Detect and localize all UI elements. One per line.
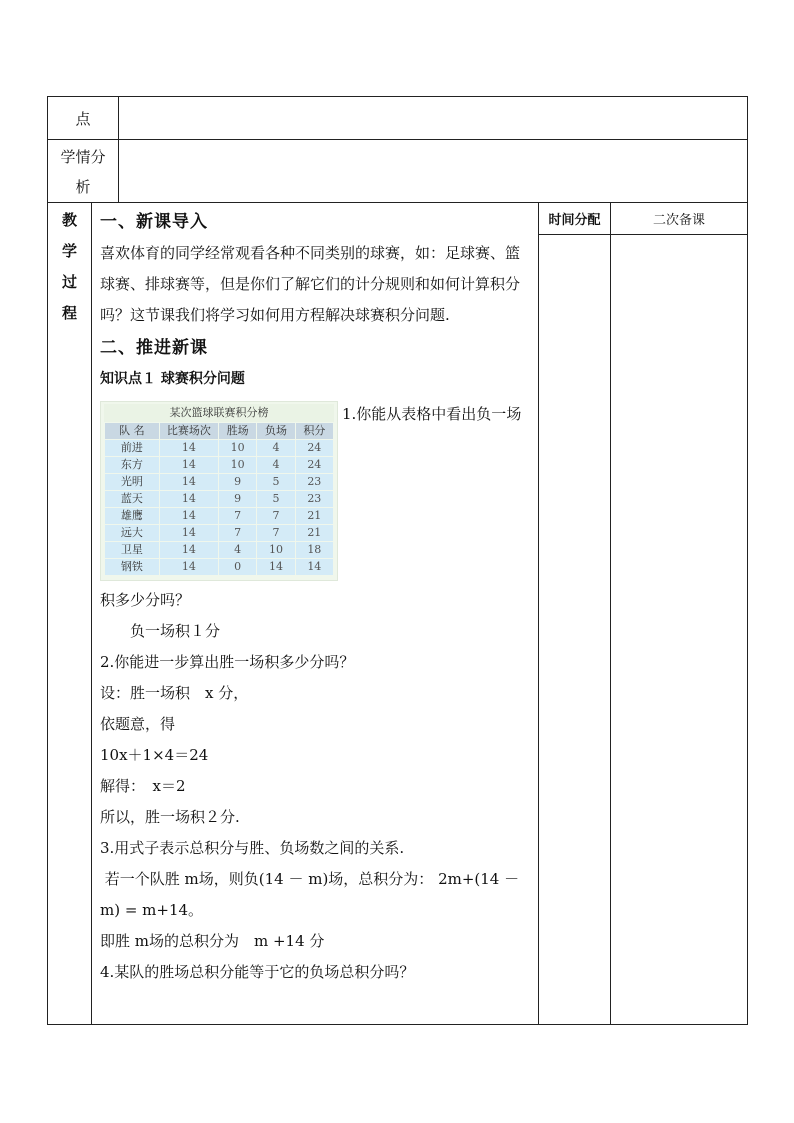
stat-cell: 9 xyxy=(219,491,256,507)
solution-by: 依题意，得 xyxy=(100,715,176,733)
col-header: 队 名 xyxy=(105,423,159,439)
question-4: 4.某队的胜场总积分能等于它的负场总积分吗？ xyxy=(100,963,415,981)
team-name-cell: 雄鹰 xyxy=(105,508,159,524)
team-name-cell: 前进 xyxy=(105,440,159,456)
team-name-cell: 卫星 xyxy=(105,542,159,558)
stat-cell: 14 xyxy=(160,525,218,541)
stat-cell: 23 xyxy=(296,474,333,490)
stat-cell: 21 xyxy=(296,508,333,524)
question-1-line-a: 1.你能从表格中看出负一场 xyxy=(342,405,522,423)
standings-table xyxy=(104,422,334,576)
stat-cell: 14 xyxy=(160,474,218,490)
answer-3-line2: m) = m+14。 xyxy=(100,901,204,919)
standings-image xyxy=(100,401,338,581)
point-cell xyxy=(119,97,748,140)
solution-equation: 10x＋1×4＝24 xyxy=(100,746,209,764)
solution-solve: 解得： x＝2 xyxy=(100,777,186,795)
standings-row xyxy=(105,542,333,558)
stat-cell: 5 xyxy=(257,491,294,507)
standings-header-row xyxy=(105,423,333,439)
stat-cell: 7 xyxy=(219,525,256,541)
knowledge-point-title: 知识点１ 球赛积分问题 xyxy=(100,371,245,387)
second-prep-cell xyxy=(611,235,748,1025)
standings-title: 某次篮球联赛积分榜 xyxy=(104,404,334,422)
solution-set: 设：胜一场积 x 分， xyxy=(100,684,249,702)
team-name-cell: 钢铁 xyxy=(105,559,159,575)
analysis-label-line2: 析 xyxy=(75,178,91,196)
lesson-plan-table xyxy=(47,96,748,1025)
team-name-cell: 光明 xyxy=(105,474,159,490)
stat-cell: 14 xyxy=(160,542,218,558)
process-label-char: 教 xyxy=(61,211,77,229)
stat-cell: 9 xyxy=(219,474,256,490)
point-label: 点 xyxy=(75,109,91,128)
standings-row xyxy=(105,559,333,575)
standings-row xyxy=(105,525,333,541)
stat-cell: 4 xyxy=(219,542,256,558)
time-allocation-header: 时间分配 xyxy=(539,203,611,235)
stat-cell: 4 xyxy=(257,457,294,473)
time-allocation-cell xyxy=(539,235,611,1025)
stat-cell: 14 xyxy=(296,559,333,575)
analysis-cell xyxy=(119,140,748,203)
answer-3-line3: 即胜 m场的总积分为 m +14 分 xyxy=(100,932,325,950)
standings-row xyxy=(105,491,333,507)
row-label-analysis xyxy=(48,140,119,203)
row-label-point xyxy=(48,97,119,140)
stat-cell: 0 xyxy=(219,559,256,575)
stat-cell: 21 xyxy=(296,525,333,541)
second-prep-header: 二次备课 xyxy=(611,203,748,235)
stat-cell: 7 xyxy=(257,525,294,541)
stat-cell: 10 xyxy=(219,457,256,473)
team-name-cell: 东方 xyxy=(105,457,159,473)
col-header: 负场 xyxy=(257,423,294,439)
stat-cell: 24 xyxy=(296,457,333,473)
stat-cell: 14 xyxy=(257,559,294,575)
question-1-line-b: 积多少分吗？ xyxy=(100,591,191,609)
stat-cell: 14 xyxy=(160,559,218,575)
standings-row xyxy=(105,508,333,524)
team-name-cell: 蓝天 xyxy=(105,491,159,507)
section-new-lesson-title: 二、推进新课 xyxy=(100,338,208,358)
stat-cell: 10 xyxy=(257,542,294,558)
answer-3-line1: 若一个队胜 m场，则负(14 － m)场，总积分为： 2m+(14 － xyxy=(100,870,520,888)
analysis-label-line1: 学情分 xyxy=(60,148,106,166)
stat-cell: 14 xyxy=(160,491,218,507)
col-header: 积分 xyxy=(296,423,333,439)
stat-cell: 14 xyxy=(160,508,218,524)
col-header: 比赛场次 xyxy=(160,423,218,439)
stat-cell: 4 xyxy=(257,440,294,456)
standings-row xyxy=(105,440,333,456)
answer-1: 负一场积１分 xyxy=(130,622,221,640)
process-label-char: 程 xyxy=(61,304,77,322)
stat-cell: 14 xyxy=(160,440,218,456)
process-content xyxy=(92,203,539,1025)
stat-cell: 10 xyxy=(219,440,256,456)
section-intro-title: 一、新课导入 xyxy=(100,212,208,232)
question-3: 3.用式子表示总积分与胜、负场数之间的关系. xyxy=(100,839,405,857)
stat-cell: 7 xyxy=(257,508,294,524)
team-name-cell: 远大 xyxy=(105,525,159,541)
process-label-char: 过 xyxy=(61,273,77,291)
stat-cell: 18 xyxy=(296,542,333,558)
standings-row xyxy=(105,457,333,473)
stat-cell: 7 xyxy=(219,508,256,524)
col-header: 胜场 xyxy=(219,423,256,439)
solution-conclusion: 所以，胜一场积２分. xyxy=(100,808,240,826)
stat-cell: 14 xyxy=(160,457,218,473)
process-label-char: 学 xyxy=(61,242,77,260)
stat-cell: 24 xyxy=(296,440,333,456)
question-2: 2.你能进一步算出胜一场积多少分吗？ xyxy=(100,653,355,671)
standings-row xyxy=(105,474,333,490)
row-label-process xyxy=(48,203,92,1025)
stat-cell: 23 xyxy=(296,491,333,507)
stat-cell: 5 xyxy=(257,474,294,490)
intro-paragraph: 喜欢体育的同学经常观看各种不同类别的球赛，如：足球赛、篮球赛、排球赛等，但是你们了解它们的计分规则和如何计算积分吗？这节课我们将学习如何用方程解决球赛积分问题. xyxy=(100,244,521,324)
